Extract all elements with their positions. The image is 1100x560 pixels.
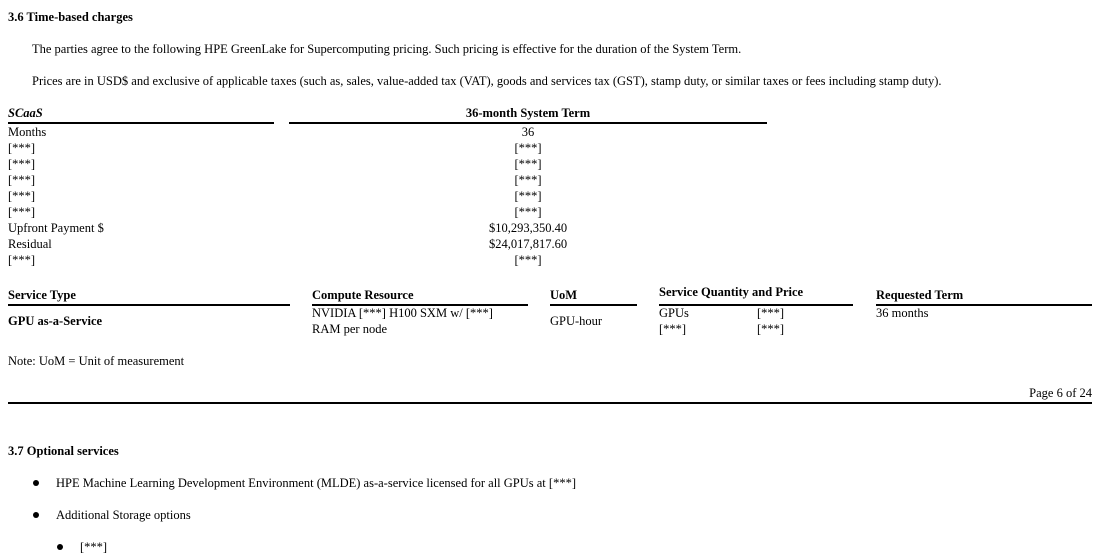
service-type-cell: GPU as-a-Service [8,314,103,328]
qty-label-2: [***] [659,322,687,336]
pricing-row-label: [***] [8,173,36,187]
uom-header: UoM [550,288,578,302]
bullet-text: Additional Storage options [56,508,191,522]
pricing-row-label: Months [8,125,47,139]
requested-term-cell: 36 months [876,306,929,320]
pricing-row-value: [***] [514,157,542,171]
tax-note-paragraph: Prices are in USD$ and exclusive of applicable taxes (such as, sales, value-added tax (VAT), goods and services tax (GST), stamp duty, or similar taxes or fees including stamp duty). [32,74,942,88]
pricing-row-value: [***] [514,141,542,155]
sub-bullet-text: [***] [80,540,108,554]
pricing-table-col1-header: SCaaS [8,106,43,120]
service-type-header: Service Type [8,288,76,302]
uom-cell: GPU-hour [550,314,603,328]
uom-rule [550,304,637,306]
uom-note: Note: UoM = Unit of measurement [8,354,185,368]
qty-value-1: [***] [757,306,785,320]
quantity-price-header: Service Quantity and Price [659,285,804,299]
pricing-row-value: 36 [521,125,535,139]
compute-resource-header: Compute Resource [312,288,414,302]
pricing-row-label: [***] [8,253,36,267]
pricing-row-label: [***] [8,205,36,219]
pricing-row-label: [***] [8,141,36,155]
compute-resource-line2: RAM per node [312,322,387,336]
pricing-row-value: $10,293,350.40 [488,221,568,235]
pricing-row-value: [***] [514,205,542,219]
pricing-row-value: [***] [514,189,542,203]
bullet-icon [57,544,63,550]
pricing-row-label: [***] [8,189,36,203]
section-3-7-heading: 3.7 Optional services [8,444,119,458]
pricing-row-label: Residual [8,237,52,251]
section-3-6-heading: 3.6 Time-based charges [8,10,133,24]
pricing-row-value: [***] [514,173,542,187]
page-footer-rule [8,402,1092,404]
pricing-intro-paragraph: The parties agree to the following HPE GreenLake for Supercomputing pricing. Such pricing is effective for the duration of the System Term. [32,42,742,56]
pricing-table-col1-rule [8,122,274,124]
qty-label-1: GPUs [659,306,689,320]
pricing-row-label: Upfront Payment $ [8,221,104,235]
bullet-icon [33,512,39,518]
pricing-row-value: $24,017,817.60 [488,237,568,251]
page-number: Page 6 of 24 [1029,386,1092,400]
qty-value-2: [***] [757,322,785,336]
pricing-table-col2-header: 36-month System Term [465,106,591,120]
bullet-icon [33,480,39,486]
compute-resource-line1: NVIDIA [***] H100 SXM w/ [***] [312,306,493,320]
pricing-row-label: [***] [8,157,36,171]
service-type-rule [8,304,290,306]
bullet-text: HPE Machine Learning Development Environment (MLDE) as-a-service licensed for all GPUs at [***] [56,476,576,490]
requested-term-header: Requested Term [876,288,964,302]
pricing-row-value: [***] [514,253,542,267]
